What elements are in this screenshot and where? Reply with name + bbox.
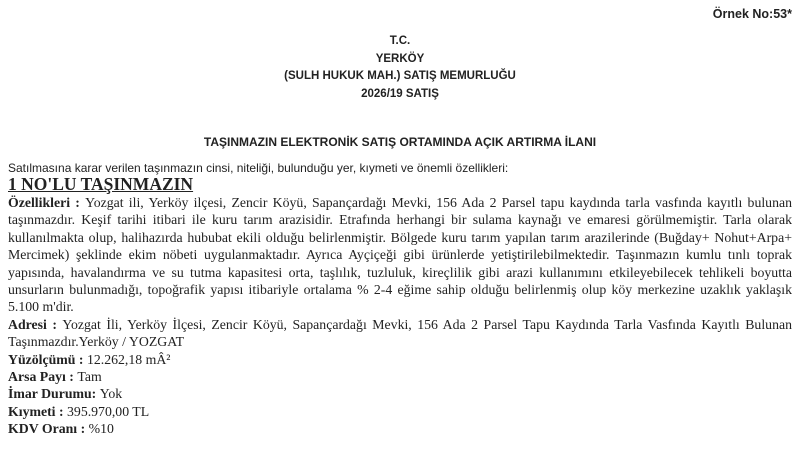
sample-number: Örnek No:53* xyxy=(712,7,792,21)
land-share-value: Tam xyxy=(77,369,102,385)
area-value: 12.262,18 mÂ² xyxy=(86,351,171,367)
vat-row xyxy=(8,420,792,437)
area-row xyxy=(8,351,792,368)
area-label: Yüzölçümü : xyxy=(8,351,87,367)
features-value: Yozgat ili, Yerköy ilçesi, Zencir Köyü, Sapançardağı Mevki, 156 Ada 2 Parsel tapu kaydında tarla vasfında kayıtlı bulunan taşınmazdır. Keşif tarihi itibari ile kuru tarım arazisidir. Etrafında herhangi bir sulama kaynağı ve emaresi görülmemiştir. Tarla olarak kullanılmakta olup, halihazırda hububat ekili olduğu belirlenmiştir. Bölgede kuru tarım yapılan tarım arazilerinde (Buğday+ Nohut+Arpa+ Mercimek) şeklinde ekim nöbeti uygulanmaktadır. Ayrıca Ayçiçeği gibi ürünlerde yetiştirilebilmektedir. Taşınmazın kumlu tınlı toprak yapısında, havalandırma ve su tutma kapasitesi orta, taşlılık, tuzluluk, kireçlilik gibi arazi kullanımını etkileyebilecek tehlikeli boyutta unsurların bulunmadığı, topoğrafik yapısı itibariyle ortalama % 2-4 eğime sahip olduğu belirlenmiş olup köy merkezine uzaklık yaklaşık 5.100 m'dir. xyxy=(8,195,792,315)
header-office: (SULH HUKUK MAH.) SATIŞ MEMURLUĞU xyxy=(284,70,516,82)
address-paragraph xyxy=(8,316,792,351)
section-title: 1 NO'LU TAŞINMAZIN xyxy=(8,174,194,194)
value-amount: 395.970,00 TL xyxy=(67,403,150,419)
vat-label: KDV Oranı : xyxy=(8,421,89,437)
land-share-label: Arsa Payı : xyxy=(8,369,78,385)
zoning-row xyxy=(8,385,792,402)
zoning-label: İmar Durumu: xyxy=(8,386,100,402)
header-court: YERKÖY xyxy=(375,52,425,65)
value-label: Kıymeti : xyxy=(8,403,68,419)
value-row xyxy=(8,403,792,420)
features-label: Özellikleri : xyxy=(8,195,86,210)
zoning-value: Yok xyxy=(99,386,123,402)
notice-title: TAŞINMAZIN ELEKTRONİK SATIŞ ORTAMINDA AÇIK ARTIRMA İLANI xyxy=(203,135,597,149)
document-header xyxy=(0,33,800,103)
property-details xyxy=(8,194,792,438)
address-value: Yozgat İli, Yerköy İlçesi, Zencir Köyü, Sapançardağı Mevki, 156 Ada 2 Parsel Tapu Kaydında Tarla Vasfında Kayıtlı Bulunan Taşınmazdır.Yerköy / YOZGAT xyxy=(8,316,792,350)
intro-text: Satılmasına karar verilen taşınmazın cinsi, niteliği, bulunduğu yer, kıymeti ve önemli özellikleri: xyxy=(8,161,509,175)
vat-value: %10 xyxy=(88,421,114,437)
features-paragraph xyxy=(8,194,792,316)
header-file-number: 2026/19 SATIŞ xyxy=(361,87,439,100)
land-share-row xyxy=(8,368,792,385)
header-tc: T.C. xyxy=(389,35,411,47)
address-label: Adresi : xyxy=(8,316,63,332)
